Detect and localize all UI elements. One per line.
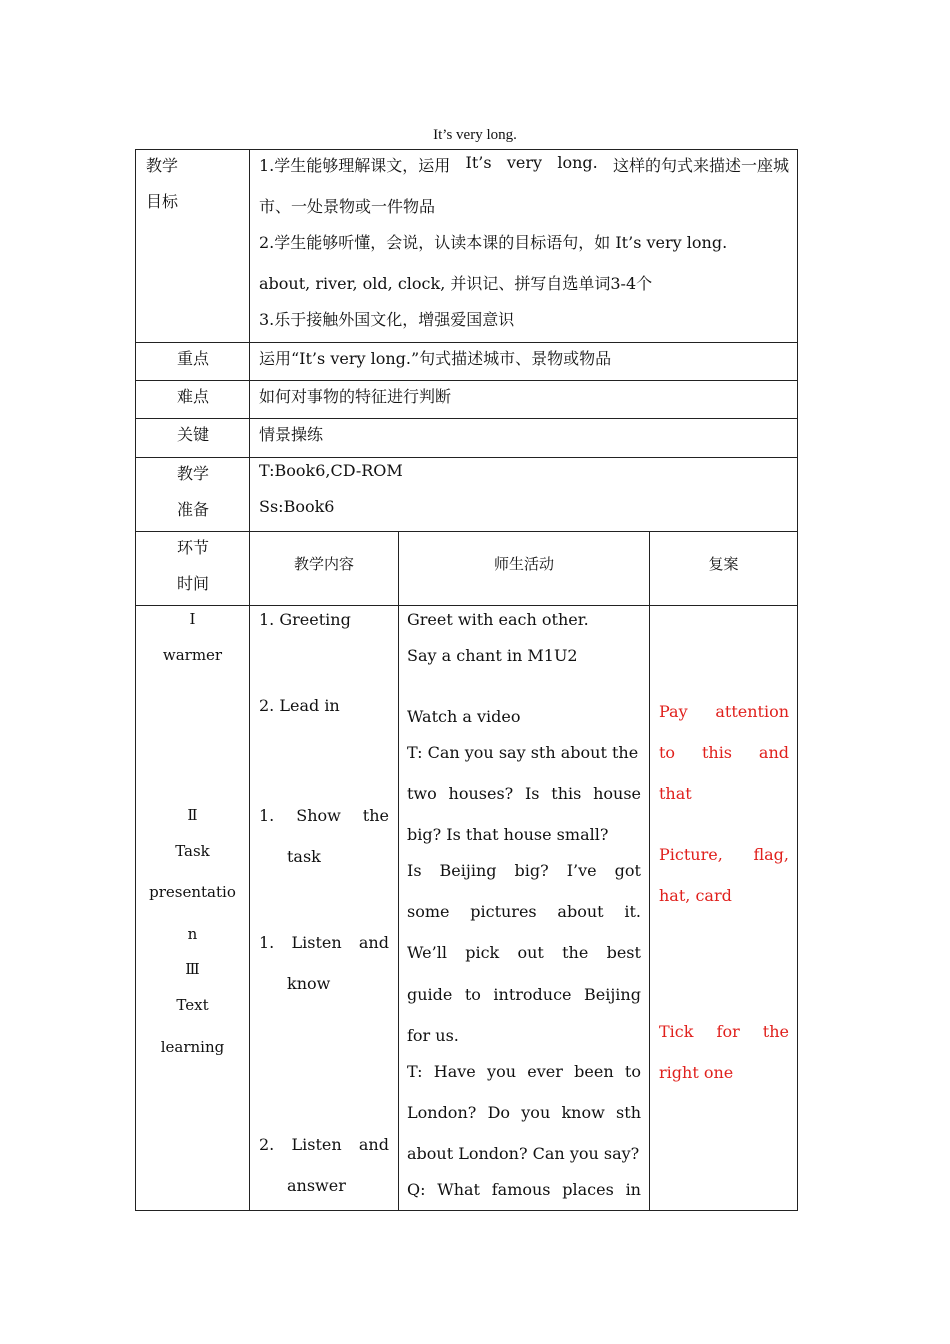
activity-line-10: guide to introduce Beijing: [407, 985, 641, 1004]
header-activity: 师生活动: [493, 555, 554, 573]
activity-line-4: T: Can you say sth about the: [407, 743, 639, 762]
header-content: 教学内容: [293, 555, 354, 573]
objective-line-1: 1.学生能够理解课文，运用 It’s very long. 这样的句式来描述一座城: [259, 153, 789, 175]
preparation-label-2: 准备: [177, 500, 210, 519]
activity-line-1: Greet with each other.: [407, 610, 589, 629]
note-line-4: Picture, flag,: [659, 845, 789, 864]
activity-line-14: about London? Can you say?: [407, 1144, 640, 1163]
activity-line-12: T: Have you ever been to: [407, 1062, 641, 1081]
activity-line-8: some pictures about it.: [407, 902, 641, 921]
header-stage-1: 环节: [177, 538, 210, 557]
activity-line-9: We’ll pick out the best: [407, 943, 641, 962]
note-line-1: Pay attention: [659, 702, 789, 721]
header-notes: 复案: [708, 555, 739, 573]
key-point-text: 运用“It’s very long.”句式描述城市、景物或物品: [259, 349, 612, 368]
key-text: 情景操练: [259, 425, 324, 444]
content-show-task-2: task: [287, 847, 321, 866]
activity-line-15: Q: What famous places in: [407, 1180, 641, 1199]
content-listen-answer-2: answer: [287, 1176, 346, 1195]
key-label: 关键: [177, 425, 210, 444]
stage-3-name-2: learning: [160, 1038, 225, 1056]
note-line-5: hat, card: [659, 886, 732, 905]
objective-line-5: 3.乐于接触外国文化，增强爱国意识: [259, 310, 515, 329]
stage-3-name-1: Text: [176, 996, 209, 1014]
objective-line-3: 2.学生能够听懂，会说，认读本课的目标语句，如 It’s very long.: [259, 233, 728, 252]
objective-line-2: 市、一处景物或一件物品: [259, 197, 436, 216]
objective-line-4: about, river, old, clock, 并识记、拼写自选单词3-4个: [259, 274, 653, 293]
key-point-label: 重点: [177, 349, 210, 368]
activity-line-7: Is Beijing big? I’ve got: [407, 861, 641, 880]
activity-line-2: Say a chant in M1U2: [407, 646, 578, 665]
activity-line-11: for us.: [407, 1026, 459, 1045]
note-line-6: Tick for the: [659, 1022, 789, 1041]
stage-2-name-3: n: [187, 925, 198, 943]
content-show-task-1: 1. Show the: [259, 806, 389, 825]
content-greeting: 1. Greeting: [259, 610, 351, 629]
content-lead-in: 2. Lead in: [259, 696, 340, 715]
stage-3-numeral: Ⅲ: [185, 960, 200, 978]
preparation-label-1: 教学: [177, 464, 210, 483]
activity-line-13: London? Do you know sth: [407, 1103, 641, 1122]
activity-line-5: two houses? Is this house: [407, 784, 641, 803]
stage-2-numeral: Ⅱ: [187, 806, 198, 824]
content-listen-answer-1: 2. Listen and: [259, 1135, 389, 1154]
note-line-3: that: [659, 784, 692, 803]
note-line-7: right one: [659, 1063, 734, 1082]
stage-1-numeral: Ⅰ: [189, 610, 196, 628]
preparation-line-2: Ss:Book6: [259, 497, 335, 516]
objectives-label-1: 教学: [146, 156, 179, 175]
objectives-label-2: 目标: [146, 192, 179, 211]
content-listen-know-2: know: [287, 974, 331, 993]
stage-2-name-1: Task: [175, 842, 210, 860]
stage-1-name: warmer: [162, 646, 223, 664]
document-title: It’s very long.: [433, 127, 517, 143]
difficulty-label: 难点: [177, 387, 210, 406]
preparation-line-1: T:Book6,CD-ROM: [259, 461, 403, 480]
activity-line-3: Watch a video: [407, 707, 521, 726]
header-stage-2: 时间: [177, 574, 210, 593]
stage-2-name-2: presentatio: [149, 883, 236, 901]
difficulty-text: 如何对事物的特征进行判断: [259, 387, 452, 406]
activity-line-6: big? Is that house small?: [407, 825, 609, 844]
content-listen-know-1: 1. Listen and: [259, 933, 389, 952]
note-line-2: to this and: [659, 743, 789, 762]
